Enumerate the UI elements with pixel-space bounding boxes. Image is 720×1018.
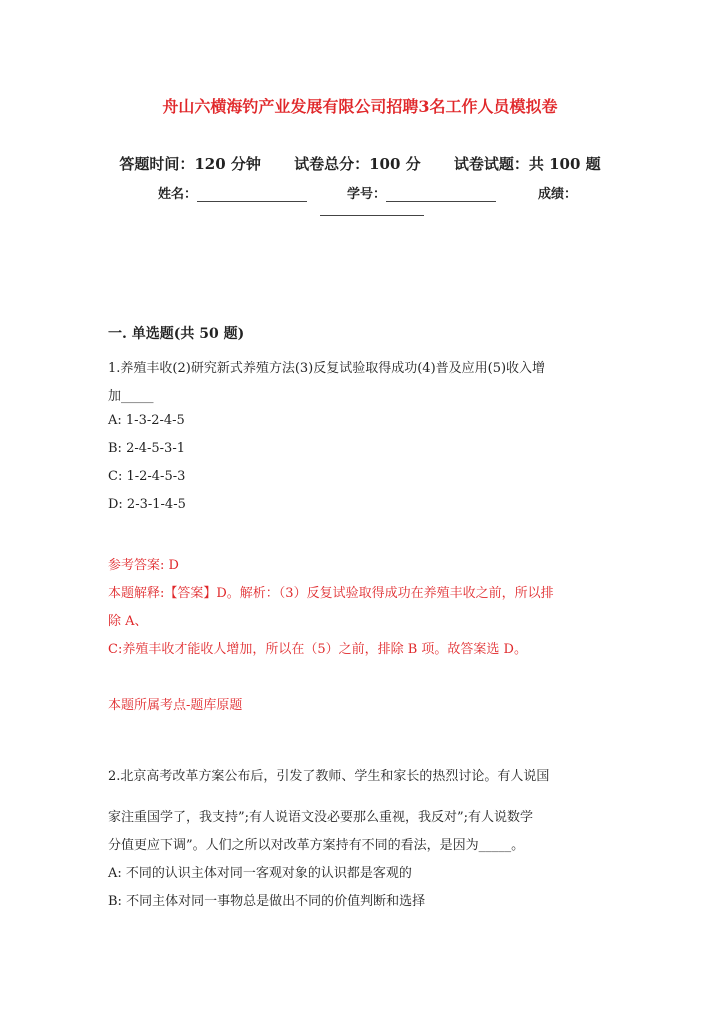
id-field: [347, 183, 496, 202]
q1-answer: 参考答案: D: [108, 558, 179, 573]
q1-stem: 1.养殖丰收(2)研究新式养殖方法(3)反复试验取得成功(4)普及应用(5)收入增: [108, 361, 546, 376]
q1-explanation: 本题解释:【答案】D。解析：（3）反复试验取得成功在养殖丰收之前，所以排: [108, 586, 554, 601]
name-field: [158, 183, 307, 202]
exam-title: 舟山六横海钓产业发展有限公司招聘3名工作人员模拟卷: [162, 97, 558, 116]
name-label: 姓名：: [158, 187, 198, 202]
q1-explanation-cont2: C:养殖丰收才能收人增加，所以在（5）之前，排除 B 项。故答案选 D。: [108, 642, 527, 657]
name-blank: [197, 189, 307, 202]
q1-explanation-cont: 除 A、: [108, 614, 148, 629]
grade-blank: [320, 203, 424, 216]
q2-option-b: B: 不同主体对同一事物总是做出不同的价值判断和选择: [108, 894, 426, 909]
exam-time: 答题时间：120 分钟: [119, 155, 261, 173]
section-heading: 一. 单选题(共 50 题): [108, 326, 245, 342]
q1-option-a: A: 1-3-2-4-5: [108, 413, 185, 428]
q1-option-c: C: 1-2-4-5-3: [108, 469, 186, 484]
id-blank: [386, 189, 496, 202]
q1-option-d: D: 2-3-1-4-5: [108, 497, 186, 512]
q2-stem: 2.北京高考改革方案公布后，引发了教师、学生和家长的热烈讨论。有人说国: [108, 769, 550, 784]
exam-question-count: 试卷试题：共 100 题: [453, 155, 601, 173]
q2-stem-cont2: 分值更应下调”。人们之所以对改革方案持有不同的看法，是因为_____。: [108, 838, 525, 853]
q2-stem-cont: 家注重国学了，我支持”;有人说语文没必要那么重视，我反对”;有人说数学: [108, 810, 534, 825]
q1-stem-cont: 加_____: [108, 389, 154, 404]
id-label: 学号：: [347, 187, 387, 202]
exam-meta: [0, 153, 720, 174]
grade-label: 成绩：: [538, 187, 578, 202]
q2-option-a: A: 不同的认识主体对同一客观对象的认识都是客观的: [108, 866, 412, 881]
exam-total-score: 试卷总分：100 分: [294, 155, 421, 173]
q1-option-b: B: 2-4-5-3-1: [108, 441, 185, 456]
q1-knowledge-point: 本题所属考点-题库原题: [108, 698, 243, 713]
